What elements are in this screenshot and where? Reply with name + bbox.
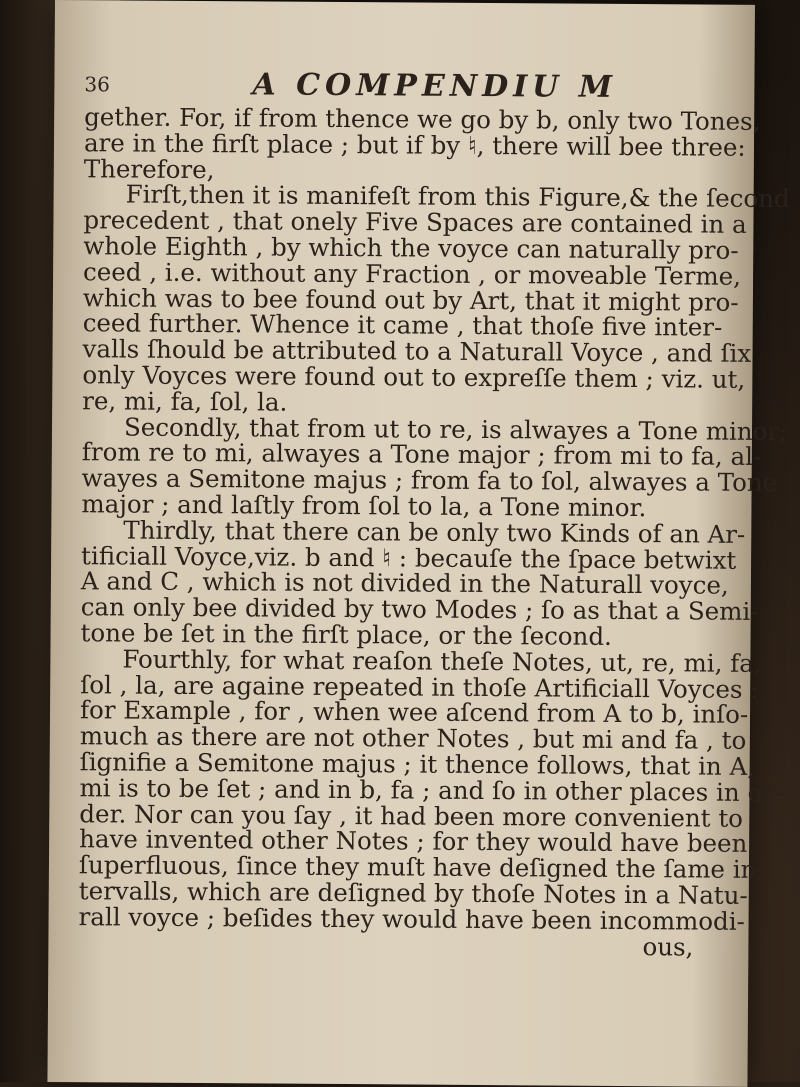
catchword: ous, [642,931,694,961]
text-line: Secondly, that from ut to re, is alwayes a Tone minor; [123,412,788,446]
page-number: 36 [84,72,110,97]
text-line: for Example , for , when wee aſcend from A to b, inſo- [79,695,749,730]
text-line: der. Nor can you ſay , it had been more convenient to [79,798,744,833]
text-line: tone be ſet in the firſt place, or the ſecond. [80,618,612,651]
text-line: whole Eighth , by which the voyce can naturally pro- [83,231,739,265]
book-page [47,0,790,1087]
running-head: A COMPENDIU M [252,67,618,105]
text-line: ſol , la, are againe repeated in thoſe Artificiall Voyces : [80,669,759,704]
text-line: mi is to be ſet ; and in b, fa ; and ſo in other places in or- [79,772,783,807]
text-line: wayes a Semitone majus ; from fa to ſol, alwayes a Tone [81,463,778,498]
text-line: ceed , i.e. without any Fraction , or moveable Terme, [83,256,742,291]
text-line: ſignifie a Semitone majus ; it thence follows, that in A, [79,747,756,781]
text-line: valls ſhould be attributed to a Naturall Voyce , and ſix [82,334,752,369]
text-line: have invented other Notes ; for they would have been [79,824,748,859]
text-line: are in the firſt place ; but if by ♮, there will bee three: [83,128,746,162]
text-line: ſuperfluous, ſince they muſt have deſigned the ſame in- [78,850,765,885]
text-line: precedent , that onely Five Spaces are contained in a [83,205,747,240]
text-line: much as there are not other Notes , but mi and fa , to [79,721,747,755]
text-line: Therefore, [83,153,215,184]
text-line: A and C , which is not divided in the Naturall voyce, [80,566,729,601]
text-line: which was to bee found out by Art, that it might pro- [82,282,739,317]
text-line: tervalls, which are deſigned by thoſe Notes in a Natu- [78,876,748,910]
text-line: major ; and laſtly from ſol to la, a Tone minor. [81,489,647,523]
text-line: Fourthly, for what reaſon theſe Notes, ut, re, mi, fa, [122,644,762,678]
text-line: rall voyce ; beſides they would have been incommodi- [78,901,746,936]
text-line: Firſt,then it is manifeſt from this Figure,& the ſecond [125,179,790,214]
text-line: can only bee divided by two Modes ; ſo as that a Semi- [80,592,759,627]
text-line: ceed further. Whence it came , that thoſe five inter- [82,308,723,343]
text-line: from re to mi, alwayes a Tone major ; from mi to fa, al- [81,437,762,472]
text-line: gether. For, if from thence we go by b, only two Tones, [84,102,761,136]
text-line: Thirdly, that there can be only two Kinds of an Ar- [123,515,746,549]
text-line: only Voyces were found out to expreſſe them ; viz. ut, [82,360,746,394]
text-line: tificiall Voyce,viz. b and ♮ : becauſe the ſpace betwixt [81,540,737,575]
body-text [78,102,790,961]
text-line: re, mi, fa, ſol, la. [82,385,288,417]
